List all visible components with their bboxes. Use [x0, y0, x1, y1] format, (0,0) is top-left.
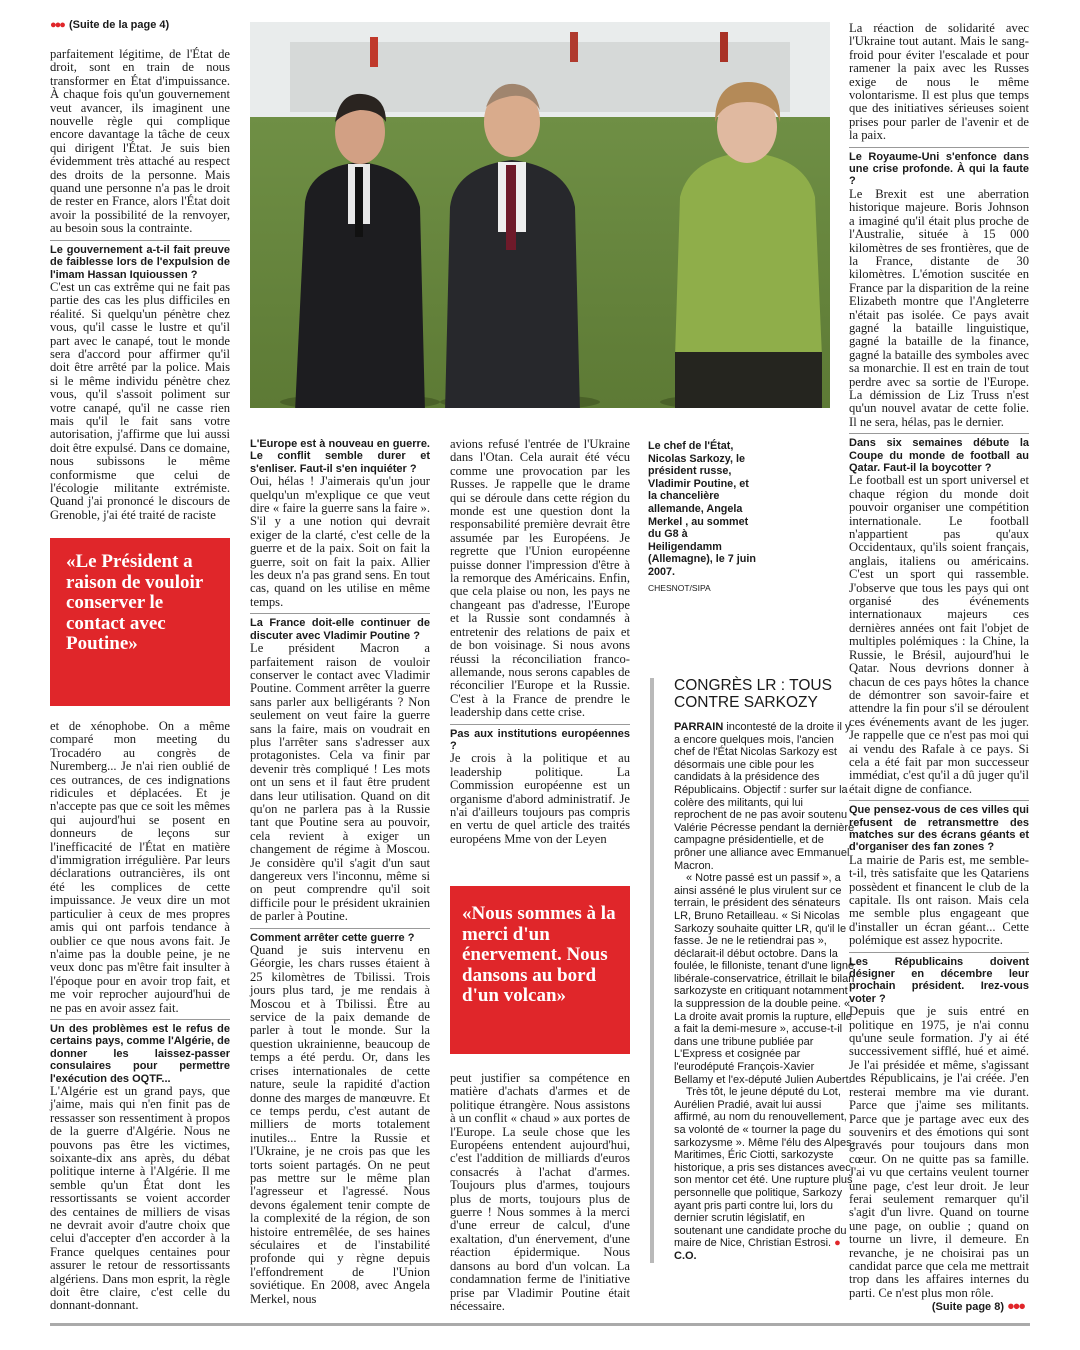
paragraph: La mairie de Paris est, me semble-t-il, très satisfaite que les Qatariens possèdent et financent le club de la capitale. Ils ont raison. Mais cela me semble plus engageant que d'installer un écran géant... Cette polémique est assez hypocrite.: [849, 852, 1029, 948]
dots-icon: ●●●: [50, 19, 64, 31]
sidebar-box: [650, 678, 856, 1263]
column-1-lower: [50, 720, 230, 1313]
box-lead: PARRAIN: [674, 721, 724, 733]
pull-quote: «Nous sommes à la merci d'un énervement. Nous dansons au bord d'un volcan»: [450, 886, 630, 1054]
question: Dans six semaines débute la Coupe du monde de football au Qatar. Faut-il la boycotter ?: [849, 433, 1029, 474]
photo-credit: CHESNOT/SIPA: [648, 582, 711, 593]
continued-from: ●●● (Suite de la page 4): [50, 19, 170, 31]
question: Un des problèmes est le refus de certains pays, comme l'Algérie, de donner les laissez-passer consulaires pour permettre l'exécution des OQTF...: [50, 1019, 230, 1085]
paragraph: Le Brexit est une aberration historique majeure. Boris Johnson a imaginé qu'il était plus proche de l'Australie, située à 15 000 kilomètres de ses frontières, que de la France, distante de 30 kilomètres. L'émotion suscitée en France par la disparition de la reine Elizabeth montre que l'Angleterre n'était pas isolée. Ce pays avait gagné la bataille linguistique, gagné la bataille de la finance, gagné la bataille des symboles avec sa monarchie. Il est en train de tout perdre avec sa sortie de l'Europe. La démission de Liz Truss n'est qu'un nouvel avatar de cette folie. Il ne sera, hélas, pas le dernier.: [849, 186, 1029, 429]
paragraph: avions refusé l'entrée de l'Ukraine dans l'Otan. Cela aurait été vécu comme une provocation par les Russes. Je rappelle que le drame qui se déroule dans cette région du monde est une question dont la responsabilité première devrait être assumée par les Européens. Je regrette que l'Union européenne puisse donner l'impression d'être à la remorque des Américains. Enfin, que cela plaise ou non, les pays ne changeant pas d'adresse, l'Europe et la Russie sont condamnés à entretenir des relations de paix et de bon voisinage. Si nous avons réussi la réconciliation franco-allemande, nous serons capables de réconcilier l'Europe et la Russie. C'est à la France de prendre le leadership dans cette crise.: [450, 437, 630, 720]
dots-icon: ●●●: [1007, 1299, 1024, 1314]
box-body: PARRAIN incontesté de la droite il y a encore quelques mois, l'ancien chef de l'État Nicolas Sarkozy est désormais une cible pour les candidats à la présidence des Républicains. Objectif : surfer sur la colère des militants, qui lui reprochent de ne pas avoir soutenu Valérie Pécresse pendant la dernière campagne présidentielle, et de prôner une alliance avec Emmanuel Macron. « Notre passé est un passif », a ainsi asséné le plus virulent sur ce terrain, le président des sénateurs LR, Bruno Retailleau. « Si Nicolas Sarkozy souhaite quitter LR, qu'il le fasse. Je ne le retiendrai pas », déclarait-il début octobre. Dans la foulée, le filloniste, tenant d'une ligne libérale-conservatrice, étrillait le bilan sarkozyste en critiquant notamment la suppression de la double peine. « La droite avait promis la rupture, elle a fait la demi-mesure », accuse-t-il dans une tribune publiée par L'Express et cosignée par l'eurodéputé François-Xavier Bellamy et l'ex-député Julien Aubert. Très tôt, le jeune député du Lot, Aurélien Pradié, avait lui aussi affirmé, au nom du renouvellement, sa volonté de « tourner la page du sarkozysme ». Même l'élu des Alpes-Maritimes, Éric Ciotti, sarkozyste historique, a pris ses distances avec son mentor cet été. Une rupture plus personnelle que politique, Sarkozy ayant pris parti contre lui, lors du dernier scrutin législatif, en soutenant une candidate proche du maire de Nice, Christian Estrosi. ● C.O.: [674, 721, 856, 1262]
signature: C.O.: [674, 1249, 697, 1262]
dot-icon: ●: [834, 1237, 841, 1250]
paragraph: « Notre passé est un passif », a ainsi asséné le plus virulent sur ce terrain, le président des sénateurs LR, Bruno Retailleau. « Si Nicolas Sarkozy souhaite quitter LR, qu'il le fasse. Je ne le retiendrai pas », déclarait-il début octobre. Dans la foulée, le filloniste, tenant d'une ligne libérale-conservatrice, étrillait le bilan sarkozyste en critiquant notamment la suppression de la double peine. « La droite avait promis la rupture, elle a fait la demi-mesure », accuse-t-il dans une tribune publiée par L'Express et cosignée par l'eurodéputé François-Xavier Bellamy et l'ex-député Julien Aubert.: [674, 872, 855, 1086]
paragraph: Depuis que je suis entré en politique en 1975, je n'ai connu qu'une seule formation. J'y ai été successivement sifflé, hué et aimé. Je l'ai présidée et même, s'agissant des Républicains, je l'ai créée. J'en resterai membre ma vie durant. Parce que j'aime ses militants. Parce que je partage avec eux des souvenirs et des émotions qui sont gravés pour toujours dans mon cœur. On ne quitte pas sa famille. J'ai vu que certains veulent tourner une page, c'est leur droit. Je leur ferai seulement remarquer qu'il s'agit d'un livre. Quand on tourne une page, on oublie ; quand on tourne un livre, il demeure. En revanche, je ne choisirai pas un candidat parce que cela me mettrait trop dans les affaires internes du parti. Ce n'est plus mon rôle.: [849, 1004, 1029, 1300]
paragraph: Oui, hélas ! J'aimerais qu'un jour quelqu'un m'explique ce que veut dire « faire la guerre sans la faire ». S'il y a une notion qui devrait exiger de la clarté, c'est celle de la guerre et de la paix. Soit on fait la guerre, soit on fait la paix. Allier les deux n'a pas grand sens. En tout cas, quand on les utilise en même temps.: [250, 474, 430, 609]
paragraph: Quand je suis intervenu en Géorgie, les chars russes étaient à 25 kilomètres de Tbilissi. Trois jours plus tard, je me rendais à Moscou et à Tbilissi. Être au service de la paix demande de parler à tout le monde. Sur la question ukrainienne, beaucoup de temps a été perdu. Or, dans les crises internationales de cette nature, seule la rapidité d'action donne des marges de manœuvre. Et ce temps perdu, c'est autant de milliers de morts totalement inutiles... Entre la Russie et l'Ukraine, je ne crois pas que les torts soient partagés. On ne peut pas mettre sur le même plan l'agresseur et l'agressé. Nous devons également tenir compte de la complexité de la région, de son histoire entremêlée, de ses haines séculaires et de l'instabilité profonde qui y règne depuis l'effondrement de l'Union soviétique. En 2008, avec Angela Merkel, nous: [250, 943, 430, 1306]
photo-caption: [648, 440, 758, 594]
column-5: [849, 22, 1029, 1315]
question: La France doit-elle continuer de discuter avec Vladimir Poutine ?: [250, 613, 430, 642]
question: Comment arrêter cette guerre ?: [250, 928, 430, 944]
question: Le gouvernement a-t-il fait preuve de faiblesse lors de l'expulsion de l'imam Hassan Iquioussen ?: [50, 240, 230, 281]
pull-quote: «Le Président a raison de vouloir conserver le contact avec Poutine»: [50, 538, 230, 706]
paragraph: La réaction de solidarité avec l'Ukraine tout autant. Mais le sang-froid pour éviter l'escalade et pour ramener la paix avec les Russes exige de nous le même volontarisme. Il est plus que temps que des initiatives sérieuses soient prises pour parler de l'avenir et de la paix.: [849, 21, 1029, 143]
box-title: CONGRÈS LR : TOUS CONTRE SARKOZY: [674, 677, 832, 711]
footer-rule: [50, 1323, 1030, 1326]
column-3-lower: [450, 1072, 630, 1313]
column-2: [250, 438, 430, 1306]
question: Pas aux institutions européennes ?: [450, 724, 630, 753]
paragraph: Le football est un sport universel et chaque région du monde doit pouvoir organiser une compétition internationale. Le football n'appartient pas qu'aux Occidentaux, qu'ils soient français, anglais, italiens ou américains. C'est un sport qui rassemble. J'observe que tous les pays qui ont organisé des événements internationaux majeurs ces dernières années ont fait l'objet de multiples polémiques : la Chine, la Russie, le Brésil, aujourd'hui le Qatar. Nous devrions donner à chacun de ces pays hôtes la chance de démontrer son savoir-faire et attendre la fin pour s'il se déroulent ces événements avant de les juger. Je rappelle que ce n'est pas moi qui ai vendu des Rafale à ce pays. Si cela a été fait par mon successeur immédiat, c'est qu'il a dû juger qu'il était digne de confiance.: [849, 473, 1029, 796]
paragraph: C'est un cas extrême qui ne fait pas partie des cas les plus difficiles en réalité. Si quelqu'un pénètre chez vous, qu'il casse le lustre et qu'il part avec le canapé, tout le monde sera d'accord pour affirmer qu'il doit être arrêté par la police. Mais si le même individu pénètre chez vous, qu'il s'assoit poliment sur votre canapé, qu'il ne casse rien mais qu'il le fait sans votre autorisation, j'affirme que lui aussi doit être expulsé. Dans ce domaine, nous subissons le même conformisme que celui de l'écologie militante extrémiste. Quand j'ai prononcé le discours de Grenoble, j'ai été traité de raciste: [50, 279, 230, 522]
paragraph: et de xénophobe. On a même comparé mon meeting du Trocadéro au congrès de Nuremberg... Je n'ai rien oublié de ces outrances, de ces indignations ridicules et déplacées. Et je n'accepte pas que ce soit les mêmes qui aujourd'hui se posent en donneurs de leçons sur l'inefficacité de l'État en matière d'immigration irrégulière. Par leurs déclarations outrancières, ils ont été les complices de cette impuissance. Je veux dire un mot particulier à ceux de mes propres amis qui ont parfois tendance à oublier ce que nous avons fait. Je n'aime pas la double peine, je ne veux donc pas m'être fait insulter à l'époque pour en avoir trop fait, et me voir reprocher aujourd'hui de ne pas en avoir assez fait.: [50, 719, 230, 1015]
column-1: [50, 48, 230, 522]
question: Que pensez-vous de ces villes qui refusent de retransmettre des matches sur des écrans géants et d'organiser des fan zones ?: [849, 800, 1029, 854]
column-3: [450, 438, 630, 846]
question: Les Républicains doivent désigner en décembre leur prochain président. Irez-vous voter ?: [849, 952, 1029, 1006]
paragraph: L'Algérie est un grand pays, que j'aime, mais qui n'en finit pas de ressasser son ressentiment à propos de la guerre d'Algérie. Nous ne pouvons pas être les victimes, soixante-dix ans après, du débat politique interne à l'Algérie. Il me semble qu'un État dont les ressortissants se voient accorder des centaines de milliers de visas ne devrait avoir d'autre choix que celui d'accepter d'en accorder à la France quelques centaines pour assurer le retour de ressortissants algériens. Dans mon esprit, la règle doit être claire, c'est celle du donnant-donnant.: [50, 1083, 230, 1313]
paragraph: Je crois à la politique et au leadership politique. La Commission européenne est un organisme d'abord administratif. Je n'ai d'ailleurs toujours pas compris en vertu de quel article des traités européens Mme von der Leyen: [450, 751, 630, 846]
caption-text: Le chef de l'État, Nicolas Sarkozy, le président russe, Vladimir Poutine, et la chancelière allemande, Angela Merkel , au sommet du G8 à Heiligendamm (Allemagne), le 7 juin 2007.: [648, 440, 756, 578]
photo-leaders: [250, 22, 830, 408]
paragraph: Le président Macron a parfaitement raison de vouloir conserver le contact avec Vladimir Poutine. Comment arrêter la guerre sans parler aux belligérants ? Non seulement on veut faire la guerre sans la faire, mais on voudrait en plus l'arrêter sans s'adresser aux protagonistes. Cela va finir par devenir très compliqué ! Les mots ont un sens et il faut être prudent dans leur utilisation. Quand on dit qu'on ne parlera pas à la Russie tant que Poutine sera au pouvoir, cela revient à exiger un changement de régime à Moscou. Je considère qu'il s'agit d'un saut dangereux vers l'inconnu, même si on peut comprendre qu'il soit difficile pour le président ukrainien de parler à Poutine.: [250, 641, 430, 924]
question: L'Europe est à nouveau en guerre. Le conflit semble durer et s'enliser. Faut-il s'en inquiéter ?: [250, 438, 430, 475]
paragraph: peut justifier sa compétence en matière d'achats d'armes et de politique étrangère. Nous assistons à un conflit « chaud » aux portes de l'Europe. La seule chose que les Européens entendent aujourd'hui, c'est l'addition de milliards d'euros consacrés à l'achat d'armes. Toujours plus d'armes, toujours plus de morts, toujours plus de guerre ! Nous sommes à la merci d'une erreur de calcul, d'une exaltation, d'un énervement, d'une réaction épidermique. Nous dansons au bord d'un volcan. La condamnation ferme de l'initiative prise par Vladimir Poutine était nécessaire.: [450, 1071, 630, 1313]
continued-link[interactable]: (Suite page 8): [931, 1301, 1005, 1314]
paragraph: parfaitement légitime, de l'État de droit, sont en train de nous transformer en État d'impuissance. À chaque fois qu'un gouvernement veut avancer, ils imaginent une nouvelle règle qui complique encore davantage la tâche de ceux qui dirigent l'État. Je suis bien évidemment très attaché au respect des droits de la personne. Mais quand une personne n'a pas le droit de rester en France, alors l'État doit avoir la possibilité de la renvoyer, au besoin sous la contrainte.: [50, 47, 230, 236]
question: Le Royaume-Uni s'enfonce dans une crise profonde. À qui la faute ?: [849, 147, 1029, 188]
